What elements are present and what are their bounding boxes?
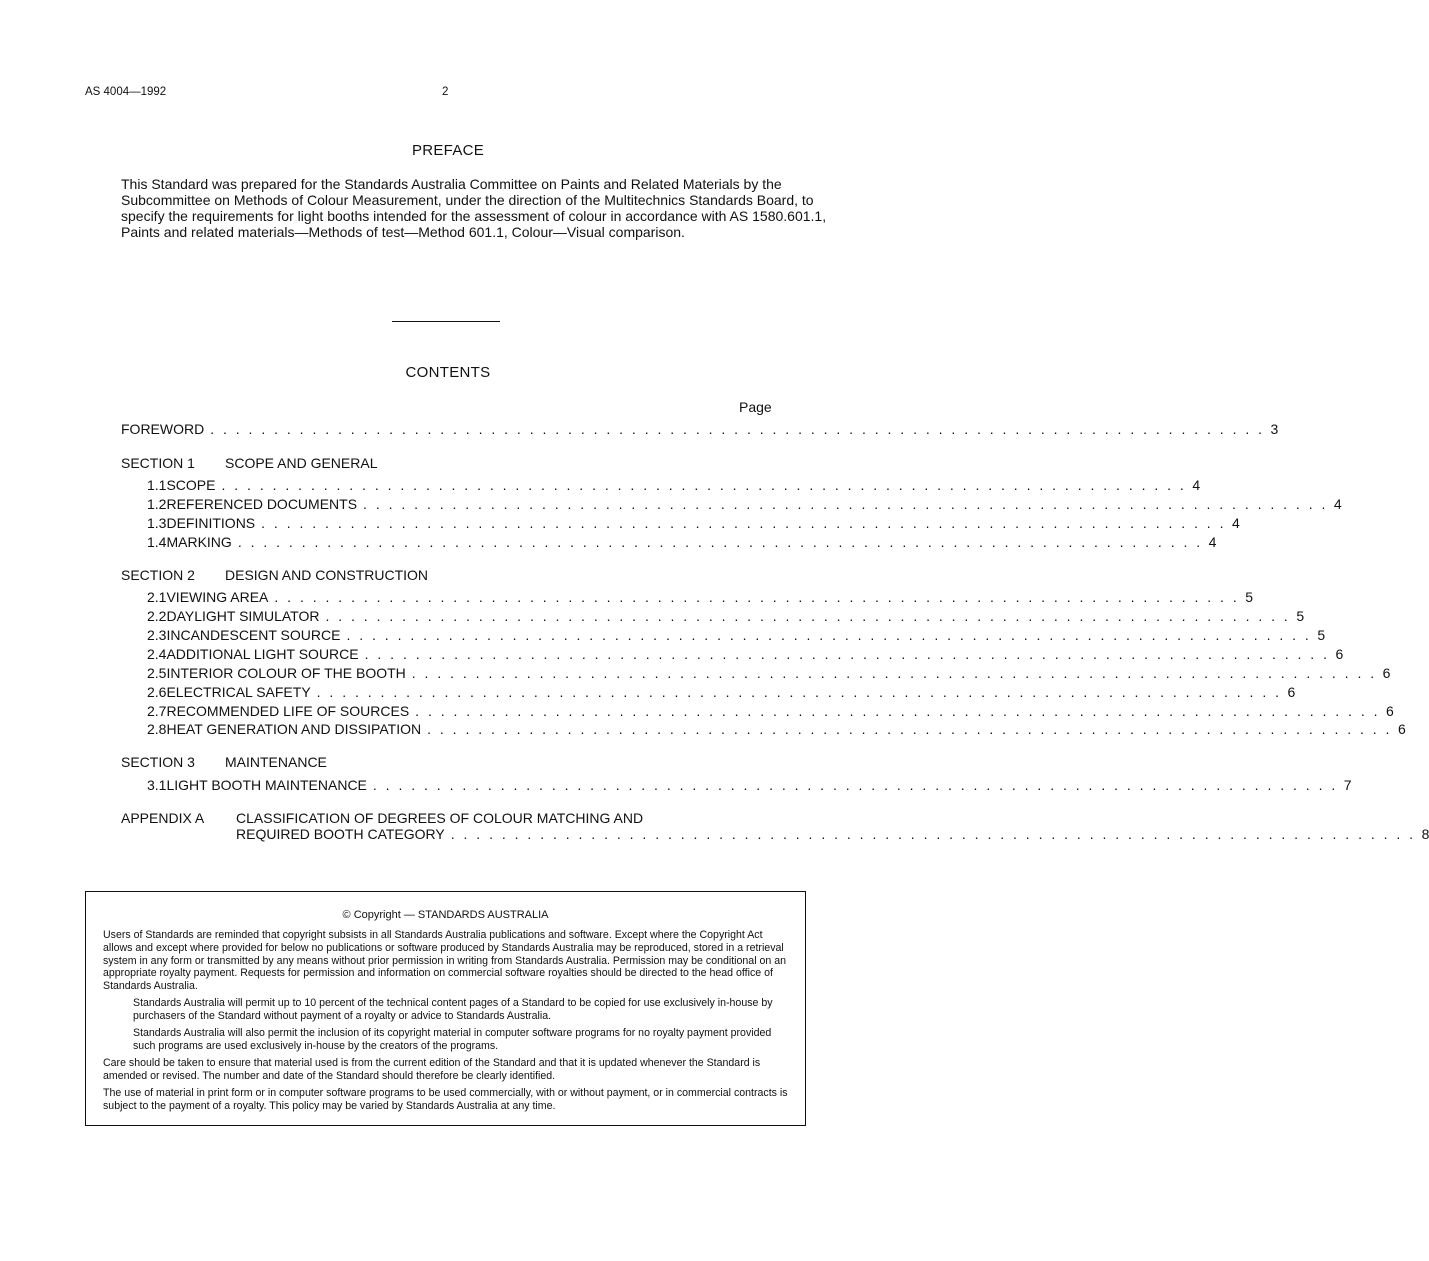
leader-dots: . . . . . . . . . . . . . . . . . . . . . . . . . . . . . . . . . . . . . . . . . . . . . . . . . . . . . . . . . . . . . . . . . . . . . . . . . . . .: [316, 684, 1282, 700]
toc-entry-2-4[interactable]: 2.4 ADDITIONAL LIGHT SOURCE . . . . . . . . . . . . . . . . . . . . . . . . . . . . . . . . . . . . . . . . . . . . . . . . . . . . . . . . . . . . . . . . . . . . . . . . . . . . 6: [147, 646, 1344, 662]
leader-dots: . . . . . . . . . . . . . . . . . . . . . . . . . . . . . . . . . . . . . . . . . . . . . . . . . . . . . . . . . . . . . . . . . . . . . . . . . . . .: [450, 826, 1416, 842]
toc-entry-1-4[interactable]: 1.4 MARKING . . . . . . . . . . . . . . . . . . . . . . . . . . . . . . . . . . . . . . . . . . . . . . . . . . . . . . . . . . . . . . . . . . . . . . . . . . . . 4: [147, 534, 1217, 550]
page-column-heading: Page: [739, 399, 772, 415]
toc-entry-appendix-a[interactable]: REQUIRED BOOTH CATEGORY . . . . . . . . . . . . . . . . . . . . . . . . . . . . . . . . . . . . . . . . . . . . . . . . . . . . . . . . . . . . . . . . . . . . . . . . . . . . 8: [236, 826, 1429, 842]
leader-dots: . . . . . . . . . . . . . . . . . . . . . . . . . . . . . . . . . . . . . . . . . . . . . . . . . . . . . . . . . . . . . . . . . . . . . . . . . . . .: [364, 646, 1330, 662]
copyright-icon: ©: [342, 909, 351, 921]
leader-dots: . . . . . . . . . . . . . . . . . . . . . . . . . . . . . . . . . . . . . . . . . . . . . . . . . . . . . . . . . . . . . . . . . . . . . . . . . . . .: [237, 534, 1203, 550]
toc-page: 3: [1270, 421, 1279, 437]
leader-dots: . . . . . . . . . . . . . . . . . . . . . . . . . . . . . . . . . . . . . . . . . . . . . . . . . . . . . . . . . . . . . . . . . . . . . . . . . . . .: [274, 589, 1240, 605]
leader-dots: . . . . . . . . . . . . . . . . . . . . . . . . . . . . . . . . . . . . . . . . . . . . . . . . . . . . . . . . . . . . . . . . . . . . . . . . . . . . . . . . . . .: [210, 421, 1265, 437]
divider-rule: [392, 321, 500, 322]
toc-entry-2-2[interactable]: 2.2 DAYLIGHT SIMULATOR . . . . . . . . . . . . . . . . . . . . . . . . . . . . . . . . . . . . . . . . . . . . . . . . . . . . . . . . . . . . . . . . . . . . . . . . . . . . 5: [147, 608, 1305, 624]
toc-entry-2-1[interactable]: 2.1 VIEWING AREA . . . . . . . . . . . . . . . . . . . . . . . . . . . . . . . . . . . . . . . . . . . . . . . . . . . . . . . . . . . . . . . . . . . . . . . . . . . . 5: [147, 589, 1254, 605]
section-2-heading: SECTION 2 DESIGN AND CONSTRUCTION: [121, 567, 429, 583]
toc-entry-2-5[interactable]: 2.5 INTERIOR COLOUR OF THE BOOTH . . . . . . . . . . . . . . . . . . . . . . . . . . . . . . . . . . . . . . . . . . . . . . . . . . . . . . . . . . . . . . . . . . . . . . . . . . . . 6: [147, 665, 1391, 681]
leader-dots: . . . . . . . . . . . . . . . . . . . . . . . . . . . . . . . . . . . . . . . . . . . . . . . . . . . . . . . . . . . . . . . . . . . . . . . . . . . .: [411, 665, 1377, 681]
leader-dots: . . . . . . . . . . . . . . . . . . . . . . . . . . . . . . . . . . . . . . . . . . . . . . . . . . . . . . . . . . . . . . . . . . . . . . . . . . . .: [261, 515, 1226, 531]
copyright-paragraph-4: Care should be taken to ensure that material used is from the current edition of the Standard and that it is updated whenever the Standard is amended or revised. The number and date of the Standard should therefore be clearly identified.: [103, 1057, 761, 1082]
toc-entry-1-1[interactable]: 1.1 SCOPE . . . . . . . . . . . . . . . . . . . . . . . . . . . . . . . . . . . . . . . . . . . . . . . . . . . . . . . . . . . . . . . . . . . . . . . . . . . . 4: [147, 477, 1201, 493]
preface-title: PREFACE: [411, 142, 485, 159]
section-1-heading: SECTION 1 SCOPE AND GENERAL: [121, 455, 378, 471]
toc-entry-2-6[interactable]: 2.6 ELECTRICAL SAFETY . . . . . . . . . . . . . . . . . . . . . . . . . . . . . . . . . . . . . . . . . . . . . . . . . . . . . . . . . . . . . . . . . . . . . . . . . . . . 6: [147, 684, 1296, 700]
copyright-title: © Copyright — STANDARDS AUSTRALIA: [342, 909, 549, 921]
copyright-paragraph-3: Standards Australia will also permit the inclusion of its copyright material in computer software programs for no royalty payment provided such programs are used exclusively in-house by the creators of the programs.: [133, 1027, 772, 1052]
toc-entry-foreword[interactable]: [121, 421, 1279, 437]
toc-entry-1-3[interactable]: 1.3 DEFINITIONS . . . . . . . . . . . . . . . . . . . . . . . . . . . . . . . . . . . . . . . . . . . . . . . . . . . . . . . . . . . . . . . . . . . . . . . . . . . . 4: [147, 515, 1240, 531]
contents-title: CONTENTS: [405, 364, 491, 381]
preface-body: This Standard was prepared for the Standards Australia Committee on Paints and Related Materials by the Subcommittee on Methods of Colour Measurement, under the direction of the Multitechnics Standards Board, to specify the requirements for light booths intended for the assessment of colour in accordance with AS 1580.601.1, Paints and related materials—Methods of test—Method 601.1, Colour—Visual comparison.: [121, 176, 827, 240]
leader-dots: . . . . . . . . . . . . . . . . . . . . . . . . . . . . . . . . . . . . . . . . . . . . . . . . . . . . . . . . . . . . . . . . . . . . . . . . . . . .: [325, 608, 1291, 624]
copyright-paragraph-1: Users of Standards are reminded that copyright subsists in all Standards Australia publications and software. Except where the Copyright Act allows and except where provided for below no publications or software produced by Standards Australia may be reproduced, stored in a retrieval system in any form or transmitted by any means without prior permission in writing from Standards Australia. Permission may be conditional on an appropriate royalty payment. Requests for permission and information on commercial software royalties should be directed to the head office of Standards Australia.: [103, 929, 787, 993]
toc-entry-2-8[interactable]: 2.8 HEAT GENERATION AND DISSIPATION . . . . . . . . . . . . . . . . . . . . . . . . . . . . . . . . . . . . . . . . . . . . . . . . . . . . . . . . . . . . . . . . . . . . . . . . . . . . 6: [147, 721, 1406, 737]
page-number: 2: [442, 86, 449, 98]
toc-appendix-a-line1[interactable]: CLASSIFICATION OF DEGREES OF COLOUR MATCHING AND: [236, 810, 644, 826]
toc-entry-1-2[interactable]: 1.2 REFERENCED DOCUMENTS . . . . . . . . . . . . . . . . . . . . . . . . . . . . . . . . . . . . . . . . . . . . . . . . . . . . . . . . . . . . . . . . . . . . . . . . . . . . 4: [147, 496, 1342, 512]
leader-dots: . . . . . . . . . . . . . . . . . . . . . . . . . . . . . . . . . . . . . . . . . . . . . . . . . . . . . . . . . . . . . . . . . . . . . . . . . . . .: [415, 703, 1381, 719]
leader-dots: . . . . . . . . . . . . . . . . . . . . . . . . . . . . . . . . . . . . . . . . . . . . . . . . . . . . . . . . . . . . . . . . . . . . . . . . . . . .: [372, 777, 1338, 793]
toc-appendix-a-label[interactable]: APPENDIX A: [121, 810, 205, 826]
section-3-heading: SECTION 3 MAINTENANCE: [121, 754, 327, 770]
toc-entry-2-7[interactable]: 2.7 RECOMMENDED LIFE OF SOURCES . . . . . . . . . . . . . . . . . . . . . . . . . . . . . . . . . . . . . . . . . . . . . . . . . . . . . . . . . . . . . . . . . . . . . . . . . . . . 6: [147, 703, 1394, 719]
leader-dots: . . . . . . . . . . . . . . . . . . . . . . . . . . . . . . . . . . . . . . . . . . . . . . . . . . . . . . . . . . . . . . . . . . . . . . . . . . . .: [427, 721, 1392, 737]
toc-label: FOREWORD: [121, 421, 205, 437]
toc-entry-2-3[interactable]: 2.3 INCANDESCENT SOURCE . . . . . . . . . . . . . . . . . . . . . . . . . . . . . . . . . . . . . . . . . . . . . . . . . . . . . . . . . . . . . . . . . . . . . . . . . . . . 5: [147, 627, 1326, 643]
copyright-notice-box: [85, 891, 806, 1126]
copyright-paragraph-2: Standards Australia will permit up to 10 percent of the technical content pages of a Standard to be copied for use exclusively in-house by purchasers of the Standard without payment of a royalty or advice to Standards Australia.: [133, 997, 773, 1022]
standard-code: AS 4004—1992: [85, 86, 167, 98]
leader-dots: . . . . . . . . . . . . . . . . . . . . . . . . . . . . . . . . . . . . . . . . . . . . . . . . . . . . . . . . . . . . . . . . . . . . . . . . . . . .: [221, 477, 1187, 493]
leader-dots: . . . . . . . . . . . . . . . . . . . . . . . . . . . . . . . . . . . . . . . . . . . . . . . . . . . . . . . . . . . . . . . . . . . . . . . . . . . .: [346, 627, 1312, 643]
copyright-paragraph-5: The use of material in print form or in computer software programs to be used commercially, with or without payment, or in commercial contracts is subject to the payment of a royalty. This policy may be varied by Standards Australia at any time.: [103, 1087, 788, 1112]
toc-entry-3-1[interactable]: 3.1 LIGHT BOOTH MAINTENANCE . . . . . . . . . . . . . . . . . . . . . . . . . . . . . . . . . . . . . . . . . . . . . . . . . . . . . . . . . . . . . . . . . . . . . . . . . . . . 7: [147, 777, 1352, 793]
leader-dots: . . . . . . . . . . . . . . . . . . . . . . . . . . . . . . . . . . . . . . . . . . . . . . . . . . . . . . . . . . . . . . . . . . . . . . . . . . . .: [363, 496, 1328, 512]
